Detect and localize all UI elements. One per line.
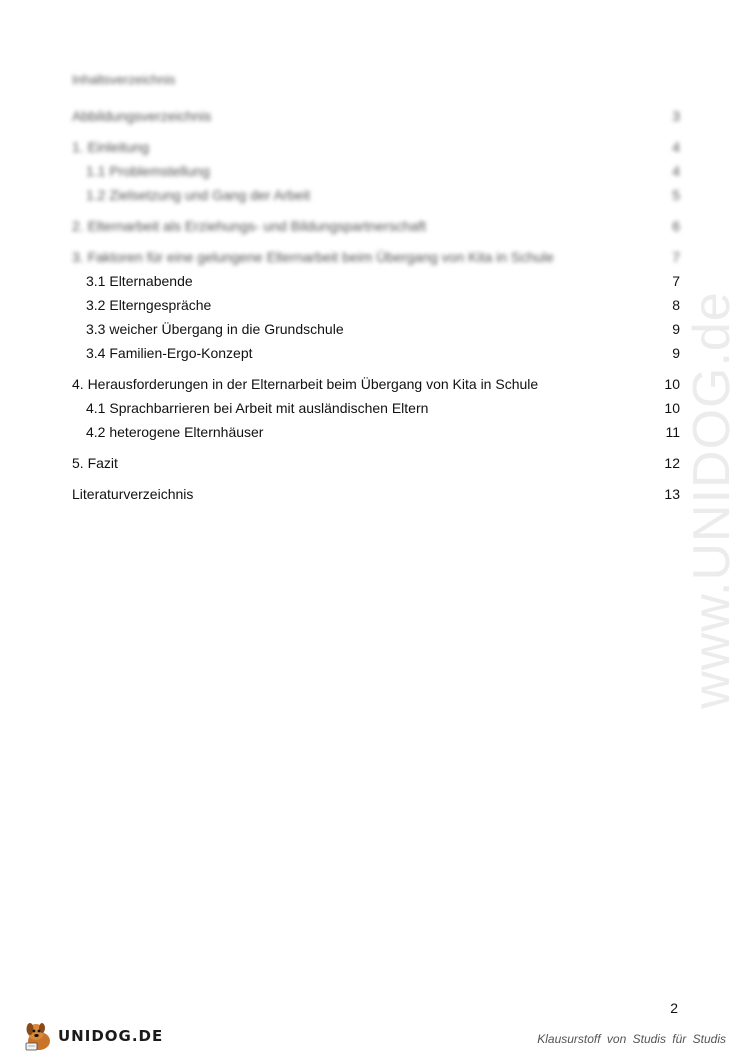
toc-entry-page: 12 — [664, 455, 680, 471]
toc-entry-page: 9 — [672, 345, 680, 361]
toc-entry-page: 6 — [672, 218, 680, 234]
toc-entry-page: 13 — [664, 486, 680, 502]
toc-entry-weicher-uebergang — [72, 317, 680, 341]
toc-entry-fazit — [72, 451, 680, 475]
dog-mascot-icon — [22, 1019, 56, 1053]
toc-entry-sprachbarrieren — [72, 396, 680, 420]
toc-entry-elternabende — [72, 269, 680, 293]
toc-entry-label: 4. Herausforderungen in der Elternarbeit beim Übergang von Kita in Schule — [72, 376, 539, 392]
toc-entry-page: 4 — [672, 139, 680, 155]
toc-entry-page: 11 — [665, 424, 680, 440]
toc-entry-page: 8 — [672, 297, 680, 313]
toc-entry-familien-ergo-konzept — [72, 341, 680, 365]
toc-entry-abbildungsverzeichnis — [72, 104, 680, 128]
toc-entry-page: 4 — [672, 163, 680, 179]
toc-entry-label: 5. Fazit — [72, 455, 118, 471]
toc-entry-faktoren — [72, 245, 680, 269]
toc-entry-page: 10 — [664, 400, 680, 416]
toc-entry-elternarbeit — [72, 214, 680, 238]
toc-entry-label: 4.1 Sprachbarrieren bei Arbeit mit ausländischen Eltern — [86, 400, 429, 416]
toc-entry-label: 3.2 Elterngespräche — [86, 297, 212, 313]
table-of-contents — [72, 70, 680, 506]
toc-entry-label: 3.1 Elternabende — [86, 273, 193, 289]
toc-entry-label: 3.3 weicher Übergang in die Grundschule — [86, 321, 344, 337]
toc-entry-label: 4.2 heterogene Elternhäuser — [86, 424, 264, 440]
toc-entry-problemstellung — [72, 159, 680, 183]
toc-entry-label: 2. Elternarbeit als Erziehungs- und Bildungspartnerschaft — [72, 218, 427, 234]
footer-tagline: Klausurstoff von Studis für Studis — [537, 1032, 726, 1046]
toc-entry-page: 7 — [672, 273, 680, 289]
toc-entry-label: 1.2 Zielsetzung und Gang der Arbeit — [86, 187, 311, 203]
toc-entry-herausforderungen — [72, 372, 680, 396]
toc-entry-label: Abbildungsverzeichnis — [72, 108, 212, 124]
toc-entry-label: Literaturverzeichnis — [72, 486, 194, 502]
toc-entry-page: 10 — [664, 376, 680, 392]
toc-entry-page: 9 — [672, 321, 680, 337]
toc-entry-label: 3.4 Familien-Ergo-Konzept — [86, 345, 253, 361]
toc-entry-literaturverzeichnis — [72, 482, 680, 506]
toc-entry-einleitung — [72, 135, 680, 159]
toc-entry-label: 1.1 Problemstellung — [86, 163, 210, 179]
toc-entry-page: 3 — [672, 108, 680, 124]
toc-entry-heterogene-elternhaeuser — [72, 420, 680, 444]
toc-entry-zielsetzung — [72, 183, 680, 207]
toc-entry-label: 1. Einleitung — [72, 139, 150, 155]
toc-entry-label: 3. Faktoren für eine gelungene Elternarbeit beim Übergang von Kita in Schule — [72, 249, 554, 265]
toc-title: Inhaltsverzeichnis — [72, 72, 176, 87]
unidog-logo — [22, 1018, 163, 1054]
page-number: 2 — [670, 1000, 678, 1016]
toc-entry-elterngespraeche — [72, 293, 680, 317]
watermark: www.UNIDOG.de — [683, 291, 741, 709]
toc-entry-page: 5 — [672, 187, 680, 203]
toc-entry-page: 7 — [672, 249, 680, 265]
logo-text: UNIDOG.DE — [58, 1027, 164, 1045]
